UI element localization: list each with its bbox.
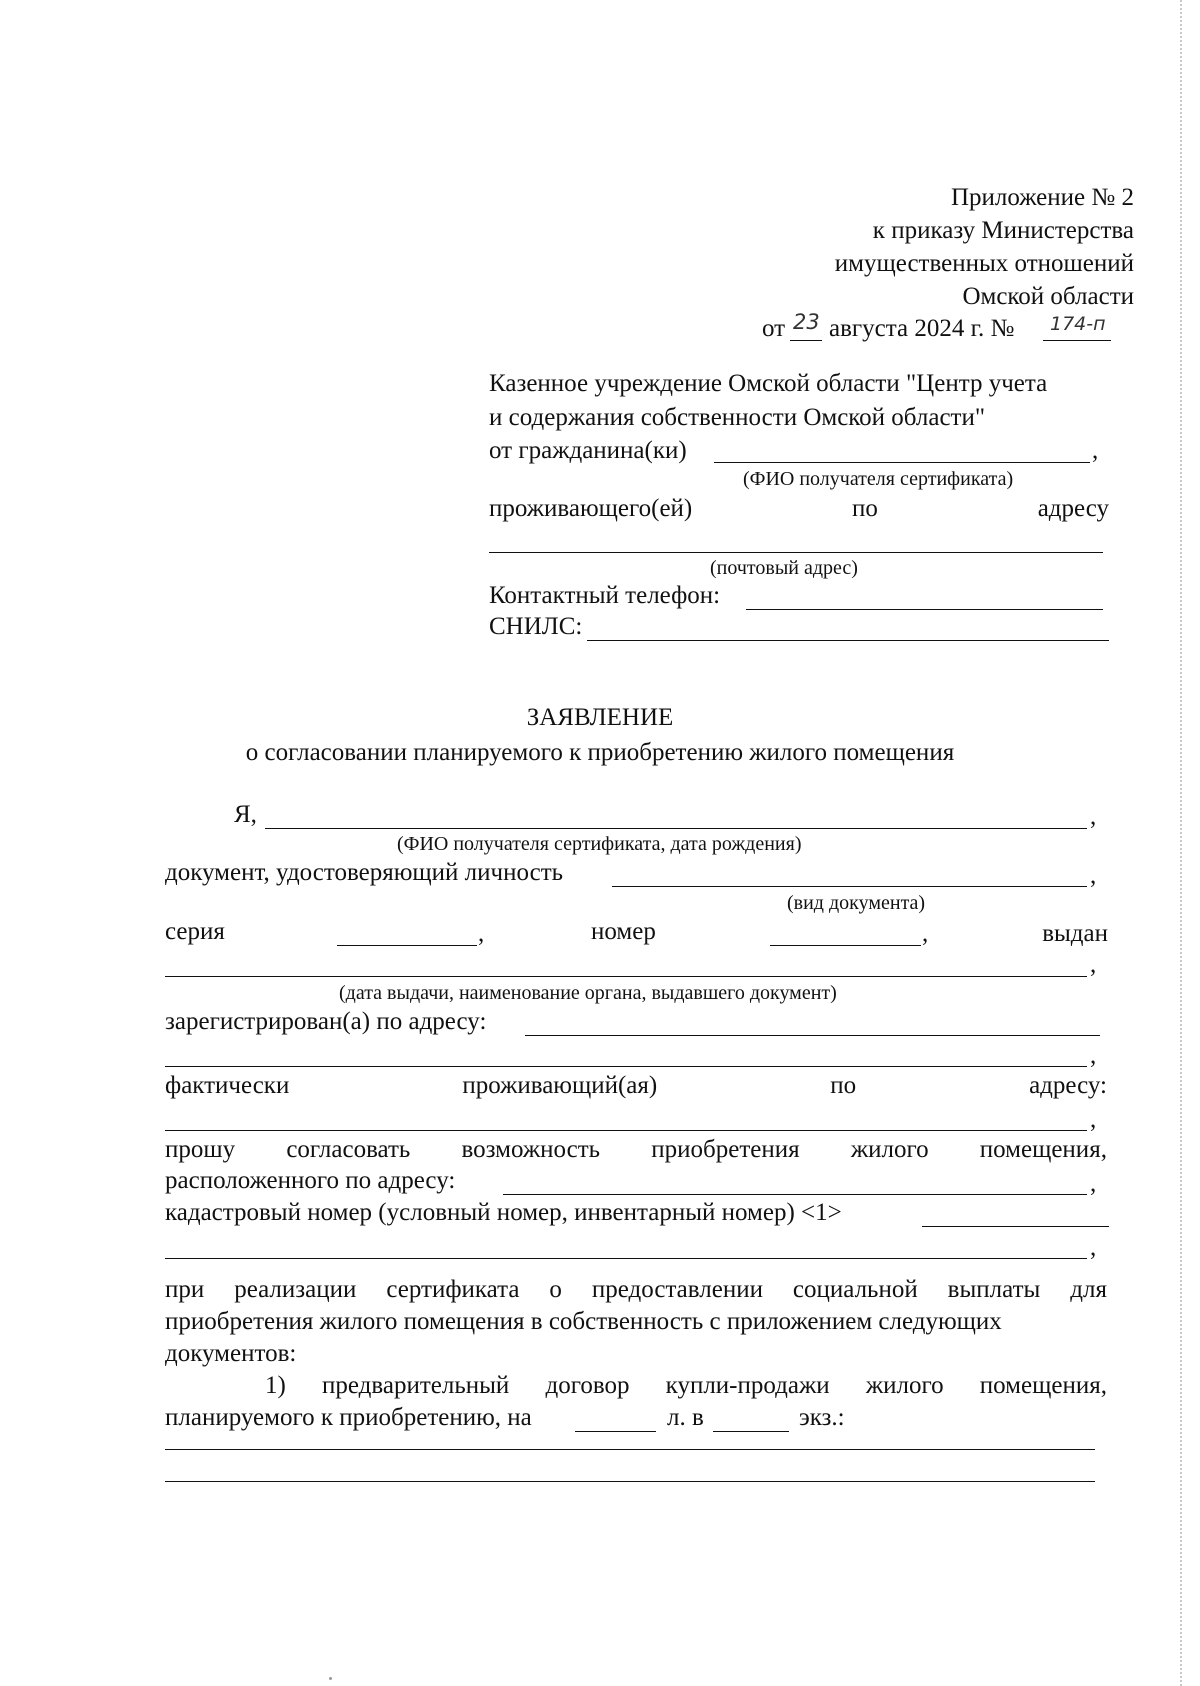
registered-field-2 — [165, 1066, 1087, 1067]
item-1-pages-label: планируемого к приобретению, на — [165, 1404, 532, 1431]
region-name: Омской области — [962, 283, 1134, 310]
phone-label: Контактный телефон: — [489, 582, 721, 609]
comma: , — [1090, 1042, 1097, 1069]
issued-field — [165, 976, 1087, 977]
residing-word: проживающего(ей) — [489, 495, 693, 522]
applicant-name-hint: (ФИО получателя сертификата, дата рождения) — [397, 833, 802, 855]
date-prefix: от — [762, 315, 786, 342]
date-day-line — [790, 340, 822, 341]
actual-word: фактически — [165, 1072, 290, 1099]
cadastral-field-2 — [165, 1258, 1087, 1259]
order-number-handwritten: 174-п — [1050, 313, 1106, 335]
item-word: предварительный — [322, 1372, 510, 1399]
snils-label: СНИЛС: — [489, 613, 583, 640]
request-word: приобретения — [651, 1136, 800, 1163]
comma: , — [478, 920, 485, 947]
cert-word: сертификата — [386, 1276, 520, 1303]
scan-edge — [1180, 0, 1196, 1686]
request-word: прошу — [165, 1136, 236, 1163]
comma: , — [922, 920, 929, 947]
comma: , — [1090, 803, 1097, 830]
cert-word: реализации — [234, 1276, 357, 1303]
request-word: жилого — [850, 1136, 929, 1163]
from-citizen-label: от гражданина(ки) — [489, 437, 687, 464]
item-1-pages-field — [575, 1431, 656, 1432]
cert-word: о — [549, 1276, 562, 1303]
number-field — [770, 945, 921, 946]
i-label: Я, — [234, 801, 257, 828]
certificate-line-1 — [165, 1275, 1107, 1305]
cert-word: предоставлении — [591, 1276, 763, 1303]
residing-line — [489, 494, 1109, 524]
issued-label: выдан — [1042, 920, 1108, 947]
date-text: августа 2024 г. № — [829, 315, 1015, 342]
phone-field — [746, 609, 1103, 610]
from-citizen-hint: (ФИО получателя сертификата) — [743, 468, 1014, 490]
item-word: помещения, — [979, 1372, 1107, 1399]
cert-word: при — [165, 1276, 205, 1303]
located-label: расположенного по адресу: — [165, 1167, 456, 1194]
actual-word: адресу: — [1029, 1072, 1107, 1099]
item-1-copies-label: л. в — [667, 1404, 704, 1431]
actual-word: по — [830, 1072, 857, 1099]
request-word: возможность — [461, 1136, 601, 1163]
comma: , — [1090, 951, 1097, 978]
id-document-label: документ, удостоверяющий личность — [165, 859, 564, 886]
postal-address-hint: (почтовый адрес) — [710, 557, 858, 579]
certificate-line-3: документов: — [165, 1340, 297, 1367]
issued-hint: (дата выдачи, наименование органа, выдавшего документ) — [339, 982, 837, 1004]
registered-label: зарегистрирован(а) по адресу: — [165, 1008, 487, 1035]
scan-speck — [329, 1677, 332, 1680]
request-line — [165, 1135, 1107, 1165]
actual-word: проживающий(ая) — [462, 1072, 658, 1099]
actual-address-field — [165, 1130, 1087, 1131]
order-number-line — [1043, 340, 1111, 341]
registered-field-1 — [525, 1035, 1100, 1036]
item-word: жилого — [865, 1372, 944, 1399]
comma: , — [1090, 862, 1097, 889]
comma: , — [1090, 1170, 1097, 1197]
cadastral-label: кадастровый номер (условный номер, инвентарный номер) <1> — [165, 1199, 842, 1226]
series-label: серия — [165, 918, 225, 945]
appendix-number: Приложение № 2 — [950, 184, 1134, 211]
comma: , — [1090, 1234, 1097, 1261]
order-reference: к приказу Министерства — [872, 217, 1134, 244]
document-subtitle: о согласовании планируемого к приобретению жилого помещения — [245, 739, 955, 766]
certificate-line-2: приобретения жилого помещения в собственность с приложением следующих — [165, 1308, 1002, 1335]
document-title: ЗАЯВЛЕНИЕ — [526, 704, 674, 731]
residing-word: по — [852, 495, 878, 522]
cadastral-field-1 — [922, 1226, 1109, 1227]
postal-address-field — [489, 552, 1103, 553]
located-field — [503, 1194, 1087, 1195]
from-citizen-field — [714, 462, 1090, 463]
item-1-copies-field — [713, 1431, 789, 1432]
cert-word: для — [1070, 1276, 1107, 1303]
series-field — [337, 945, 477, 946]
date-day-handwritten: 23 — [793, 310, 820, 334]
comma: , — [1090, 1106, 1097, 1133]
snils-field — [587, 640, 1109, 641]
id-document-hint: (вид документа) — [787, 892, 926, 914]
ministry-name: имущественных отношений — [834, 250, 1134, 277]
item-word: договор — [545, 1372, 630, 1399]
item-1-copies-unit: экз.: — [799, 1404, 845, 1431]
comma: , — [1092, 437, 1099, 464]
applicant-name-field — [265, 828, 1087, 829]
id-document-field — [612, 886, 1087, 887]
item-1-line-1 — [265, 1371, 1107, 1401]
item-word: 1) — [265, 1372, 286, 1399]
addressee-line-1: Казенное учреждение Омской области "Центр учета — [489, 370, 1048, 397]
item-word: купли-продажи — [665, 1372, 830, 1399]
item-1-field-1 — [165, 1449, 1095, 1450]
item-1-field-2 — [165, 1481, 1095, 1482]
addressee-line-2: и содержания собственности Омской области" — [489, 404, 986, 431]
actual-address-line — [165, 1071, 1107, 1101]
number-label: номер — [591, 918, 656, 945]
residing-word: адресу — [1037, 495, 1109, 522]
cert-word: выплаты — [947, 1276, 1041, 1303]
request-word: согласовать — [286, 1136, 411, 1163]
cert-word: социальной — [792, 1276, 918, 1303]
request-word: помещения, — [979, 1136, 1107, 1163]
